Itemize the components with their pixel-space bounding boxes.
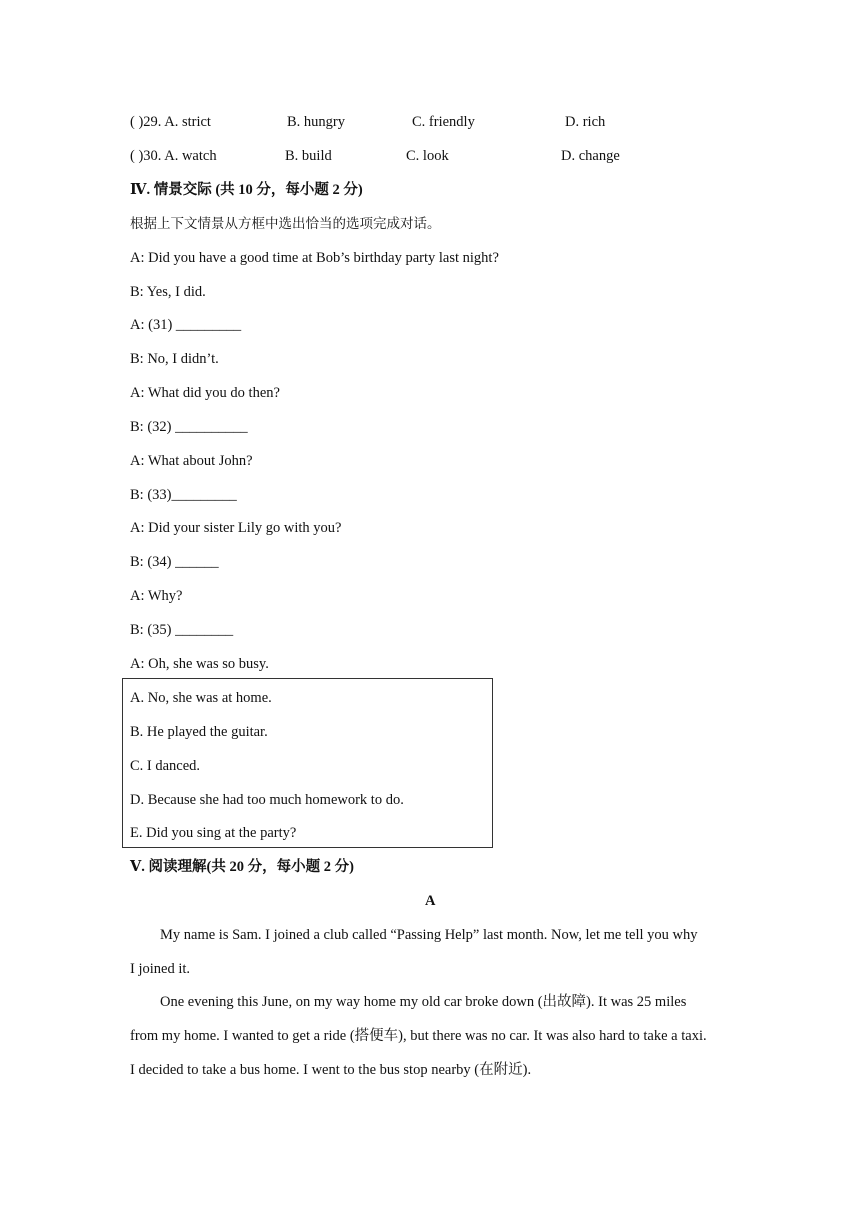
passage-line: I joined it. xyxy=(130,961,191,977)
option-a: A. No, she was at home. xyxy=(130,690,272,706)
dialogue-line: A: Oh, she was so busy. xyxy=(130,656,269,672)
dialogue-line: A: Did your sister Lily go with you? xyxy=(130,520,342,536)
dialogue-line: B: (34) ______ xyxy=(130,554,219,570)
question-30-option-c: C. look xyxy=(406,148,449,164)
option-c: C. I danced. xyxy=(130,758,201,774)
question-30-prefix: ( )30. A. watch xyxy=(130,148,217,164)
option-b: B. He played the guitar. xyxy=(130,724,268,740)
passage-label: A xyxy=(425,893,436,909)
dialogue-line: A: What did you do then? xyxy=(130,385,280,401)
dialogue-line: B: No, I didn’t. xyxy=(130,351,219,367)
dialogue-line: A: Why? xyxy=(130,588,183,604)
question-30-option-d: D. change xyxy=(561,148,620,164)
section-4-instruction: 根据上下文情景从方框中选出恰当的选项完成对话。 xyxy=(130,216,441,232)
question-30-option-b: B. build xyxy=(285,148,332,164)
dialogue-line: B: (35) ________ xyxy=(130,622,234,638)
dialogue-line: A: What about John? xyxy=(130,453,253,469)
question-29-option-d: D. rich xyxy=(565,114,606,130)
passage-line: I decided to take a bus home. I went to the bus stop nearby (在附近). xyxy=(130,1062,532,1078)
passage-line: One evening this June, on my way home my old car broke down (出故障). It was 25 miles xyxy=(160,994,687,1010)
passage-line: My name is Sam. I joined a club called “Passing Help” last month. Now, let me tell you why xyxy=(160,927,698,943)
section-4-title: Ⅳ. 情景交际 (共 10 分，每小题 2 分) xyxy=(130,182,363,198)
dialogue-line: A: (31) _________ xyxy=(130,317,242,333)
option-d: D. Because she had too much homework to do. xyxy=(130,792,404,808)
passage-line: from my home. I wanted to get a ride (搭便车), but there was no car. It was also hard to take a taxi. xyxy=(130,1028,707,1044)
question-29-option-b: B. hungry xyxy=(287,114,345,130)
dialogue-line: A: Did you have a good time at Bob’s birthday party last night? xyxy=(130,250,499,266)
option-e: E. Did you sing at the party? xyxy=(130,825,297,841)
dialogue-line: B: (32) __________ xyxy=(130,419,248,435)
dialogue-line: B: (33)_________ xyxy=(130,487,237,503)
question-29-prefix: ( )29. A. strict xyxy=(130,114,211,130)
dialogue-line: B: Yes, I did. xyxy=(130,284,206,300)
question-29-option-c: C. friendly xyxy=(412,114,475,130)
section-5-title: Ⅴ. 阅读理解(共 20 分，每小题 2 分) xyxy=(130,859,354,875)
